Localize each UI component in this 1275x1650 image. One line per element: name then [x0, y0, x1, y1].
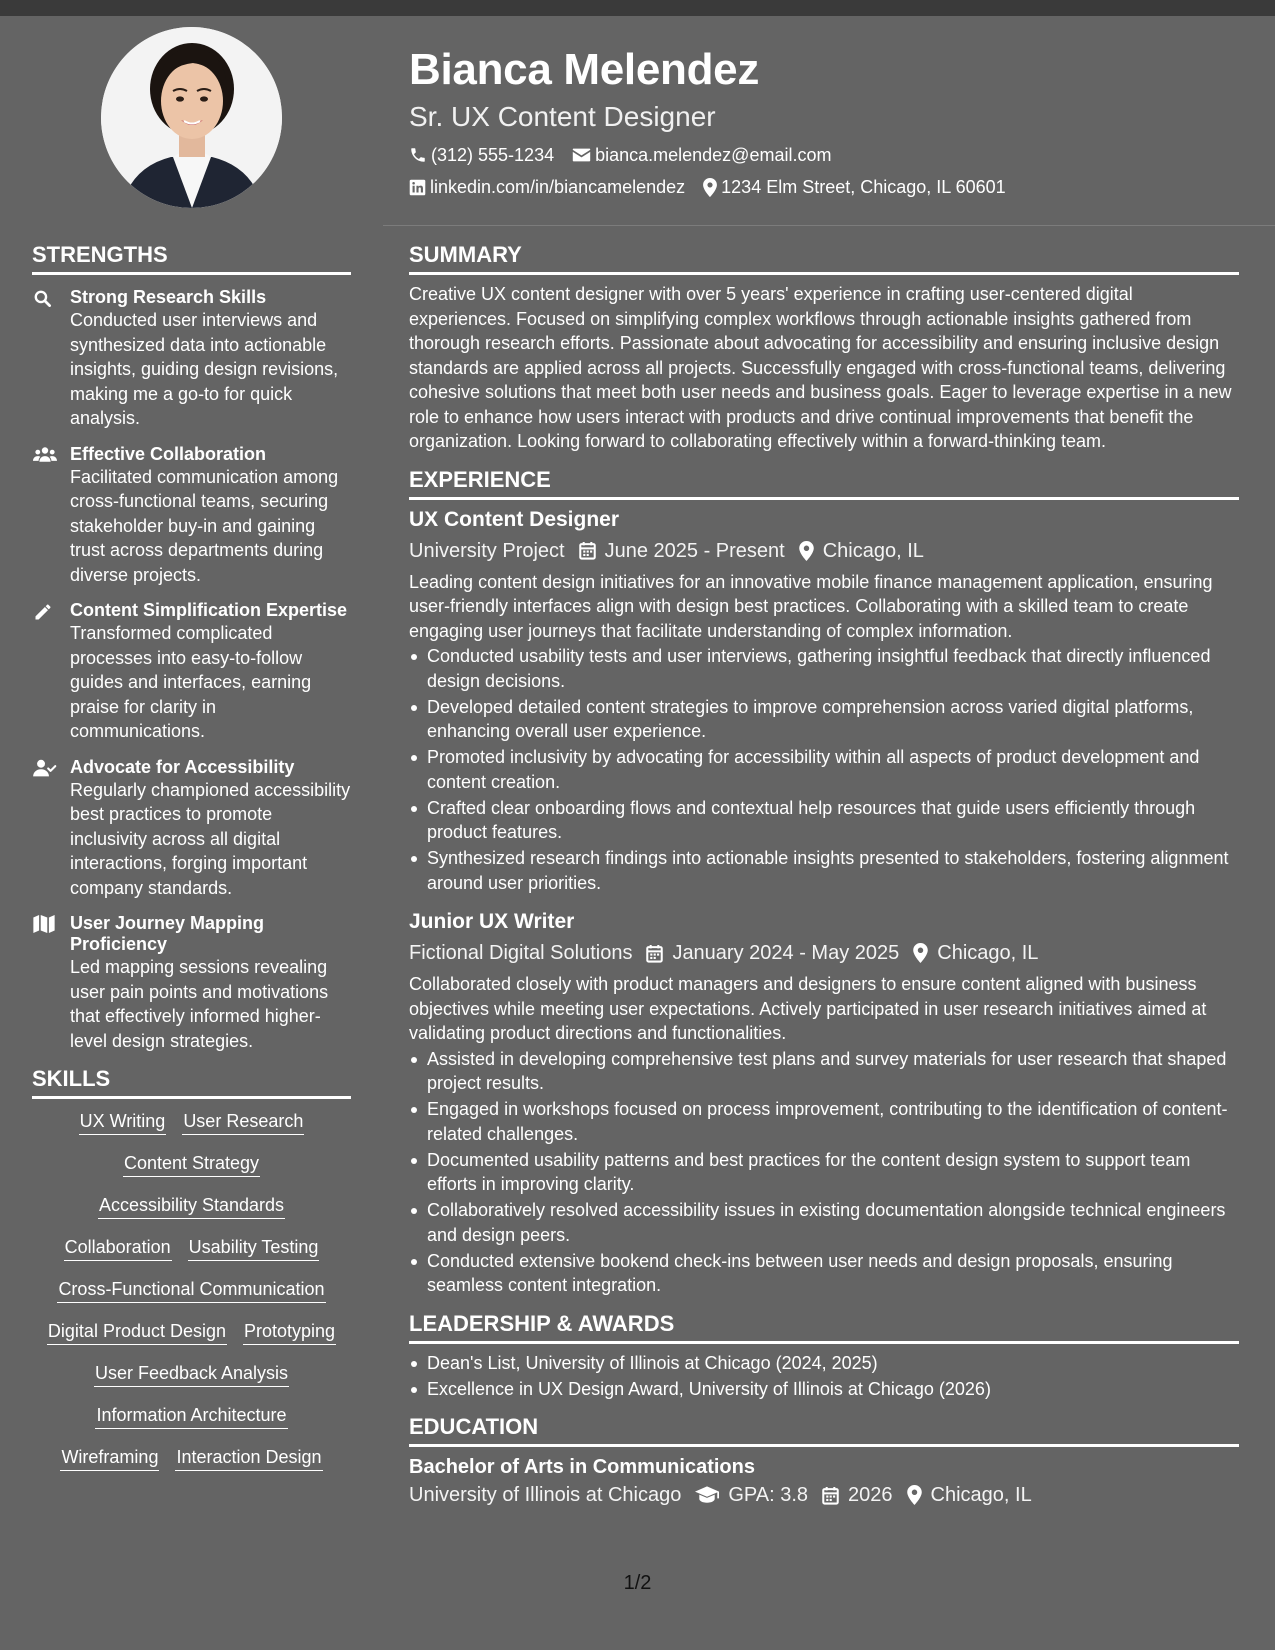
strength-description: Facilitated communication among cross-functional teams, securing stakeholder buy-in and gaining trust across departments during diverse projects.	[70, 466, 339, 585]
candidate-name: Bianca Melendez	[409, 45, 760, 94]
location-pin-icon	[907, 1485, 922, 1505]
summary-text: Creative UX content designer with over 5 years' experience in crafting user-centered digital experiences. Focused on simplifying complex workflows through actionable insights gathered from thorough research efforts. Passionate about advocating for accessibility and ensuring inclusive design standards are applied across all projects. Successfully engaged with cross-functional teams, delivering cohesive solutions that meet both user needs and business goals. Eager to leverage expertise in a new role to enhance how users interact with products and drive continual improvements that benefit the organization. Looking forward to collaborating effectively within a forward-thinking team.	[409, 284, 1232, 451]
strength-item	[32, 600, 351, 744]
skills-heading: SKILLS	[32, 1066, 351, 1099]
job-title: UX Content Designer	[409, 507, 620, 531]
job-bullet: Assisted in developing comprehensive test plans and survey materials for user research that shaped project results.	[409, 1047, 1239, 1096]
skill-row	[32, 1445, 351, 1471]
leadership-list	[409, 1351, 1239, 1402]
resume-header	[409, 42, 1239, 198]
skill-tag: Usability Testing	[188, 1235, 320, 1261]
skill-row	[32, 1361, 351, 1387]
job-bullet: Crafted clear onboarding flows and contextual help resources that guide users efficiently through product features.	[409, 796, 1239, 845]
job-meta	[409, 538, 1239, 564]
skill-tag: User Research	[182, 1109, 304, 1135]
job-bullet: Documented usability patterns and best practices for the content design system to support team efforts in improving clarity.	[409, 1148, 1239, 1197]
skill-tag: Accessibility Standards	[98, 1193, 285, 1219]
linkedin-icon	[409, 179, 426, 196]
job-bullet: Developed detailed content strategies to improve comprehension across varied digital platforms, enhancing overall user experience.	[409, 695, 1239, 744]
skill-tag: Content Strategy	[123, 1151, 260, 1177]
map-icon	[33, 915, 55, 933]
summary-heading: SUMMARY	[409, 242, 1239, 275]
skill-row	[32, 1193, 351, 1219]
address-text: 1234 Elm Street, Chicago, IL 60601	[721, 177, 1006, 197]
award-item: Dean's List, University of Illinois at Chicago (2024, 2025)	[409, 1351, 1239, 1376]
strength-title: Advocate for Accessibility	[70, 756, 295, 777]
strength-title: Content Simplification Expertise	[70, 600, 348, 620]
job-company: Fictional Digital Solutions	[409, 942, 633, 964]
calendar-icon	[646, 944, 663, 963]
contact-row-2	[409, 176, 1239, 198]
strengths-list	[32, 287, 351, 1053]
strength-description: Transformed complicated processes into easy-to-follow guides and interfaces, earning praise for clarity in communications.	[70, 623, 312, 741]
job-location: Chicago, IL	[822, 539, 924, 562]
job-bullet: Promoted inclusivity by advocating for accessibility within all aspects of product development and content creation.	[409, 745, 1239, 794]
linkedin-contact[interactable]	[409, 176, 685, 198]
pencil-icon	[33, 602, 53, 622]
leadership-heading: LEADERSHIP & AWARDS	[409, 1311, 1239, 1344]
skill-row	[32, 1277, 351, 1303]
job-company: University Project	[409, 539, 565, 562]
job-entry	[409, 507, 1239, 896]
award-item: Excellence in UX Design Award, University of Illinois at Chicago (2026)	[409, 1377, 1239, 1402]
summary-section	[409, 242, 1239, 454]
profile-photo	[101, 27, 282, 208]
email-contact[interactable]	[572, 144, 831, 166]
phone-text: (312) 555-1234	[431, 145, 555, 165]
skill-tag: Information Architecture	[95, 1403, 287, 1429]
skill-row	[32, 1109, 351, 1135]
education-degree: Bachelor of Arts in Communications	[409, 1456, 755, 1478]
job-bullets	[409, 644, 1239, 895]
leadership-section	[409, 1311, 1239, 1402]
calendar-icon	[579, 541, 596, 560]
job-dates: January 2024 - May 2025	[672, 942, 900, 964]
education-year: 2026	[848, 1484, 893, 1506]
job-location: Chicago, IL	[937, 942, 1039, 964]
strength-item	[32, 287, 351, 431]
skill-row	[32, 1151, 351, 1177]
education-section	[409, 1414, 1239, 1508]
education-meta	[409, 1482, 1239, 1508]
job-bullet: Conducted extensive bookend check-ins between user needs and design proposals, ensuring seamless content integration.	[409, 1249, 1239, 1298]
phone-icon	[409, 146, 427, 164]
strength-title: User Journey Mapping Proficiency	[70, 913, 265, 954]
education-school: University of Illinois at Chicago	[409, 1484, 682, 1506]
skill-tag: UX Writing	[79, 1109, 167, 1135]
skill-row	[32, 1235, 351, 1261]
location-pin-icon	[913, 943, 928, 963]
job-meta	[409, 940, 1239, 966]
search-icon	[33, 289, 52, 308]
skill-tag: Collaboration	[64, 1235, 172, 1261]
email-text: bianca.melendez@email.com	[595, 145, 832, 165]
skill-tag: Wireframing	[60, 1445, 159, 1471]
strength-title: Strong Research Skills	[70, 287, 267, 307]
graduation-cap-icon	[695, 1486, 719, 1504]
right-column	[409, 242, 1239, 1514]
linkedin-text: linkedin.com/in/biancamelendez	[430, 177, 686, 197]
strengths-heading: STRENGTHS	[32, 242, 351, 275]
skill-row	[32, 1403, 351, 1429]
envelope-icon	[572, 147, 591, 163]
skill-tag: Prototyping	[243, 1319, 336, 1345]
contact-row-1	[409, 144, 1239, 166]
education-location: Chicago, IL	[930, 1484, 1032, 1506]
phone-contact[interactable]	[409, 144, 554, 166]
job-bullet: Engaged in workshops focused on process improvement, contributing to the identification of content-related challenges.	[409, 1097, 1239, 1146]
job-title: Junior UX Writer	[409, 910, 575, 933]
job-bullet: Collaboratively resolved accessibility issues in existing documentation alongside technical engineers and design peers.	[409, 1198, 1239, 1247]
experience-section	[409, 467, 1239, 1298]
address-contact	[703, 176, 1006, 198]
header-divider	[383, 225, 1275, 226]
page-number: 1/2	[623, 1572, 652, 1594]
skills-list	[32, 1109, 351, 1471]
job-description: Leading content design initiatives for an innovative mobile finance management application, ensuring user-friendly interfaces align with design best practices. Collaborating with a skilled team to create engaging user journeys that facilitate understanding of complex information.	[409, 571, 1213, 641]
calendar-icon	[822, 1486, 839, 1505]
strength-title: Effective Collaboration	[70, 443, 267, 464]
skill-tag: Cross-Functional Communication	[57, 1277, 325, 1303]
users-icon	[33, 446, 57, 463]
strength-item	[32, 757, 351, 901]
job-bullets	[409, 1047, 1239, 1298]
education-gpa: GPA: 3.8	[728, 1484, 809, 1506]
strength-description: Regularly championed accessibility best practices to promote inclusivity across all digital interactions, forging important company standards.	[70, 779, 351, 898]
education-heading: EDUCATION	[409, 1414, 1239, 1447]
skill-tag: Digital Product Design	[47, 1319, 227, 1345]
viewer-top-bar	[0, 0, 1275, 16]
skill-tag: User Feedback Analysis	[94, 1361, 289, 1387]
user-check-icon	[33, 759, 57, 778]
job-description: Collaborated closely with product managers and designers to ensure content aligned with business objectives while meeting user expectations. Actively participated in user research initiatives aimed at validating product directions and functionalities.	[409, 974, 1207, 1043]
strength-description: Conducted user interviews and synthesized data into actionable insights, guiding design revisions, making me a go-to for quick analysis.	[70, 310, 339, 428]
location-pin-icon	[703, 178, 717, 197]
skill-tag: Interaction Design	[175, 1445, 322, 1471]
job-dates: June 2025 - Present	[604, 539, 785, 562]
experience-heading: EXPERIENCE	[409, 467, 1239, 500]
candidate-title: Sr. UX Content Designer	[409, 101, 716, 132]
strength-description: Led mapping sessions revealing user pain points and motivations that effectively informed higher-level design strategies.	[70, 957, 329, 1051]
location-pin-icon	[799, 541, 814, 561]
skill-row	[32, 1319, 351, 1345]
job-bullet: Synthesized research findings into actionable insights presented to stakeholders, fostering alignment around user priorities.	[409, 846, 1239, 895]
strength-item	[32, 444, 351, 588]
left-column	[32, 242, 351, 1487]
job-entry	[409, 909, 1239, 1298]
strength-item	[32, 913, 351, 1053]
job-bullet: Conducted usability tests and user interviews, gathering insightful feedback that directly influenced design decisions.	[409, 644, 1239, 693]
